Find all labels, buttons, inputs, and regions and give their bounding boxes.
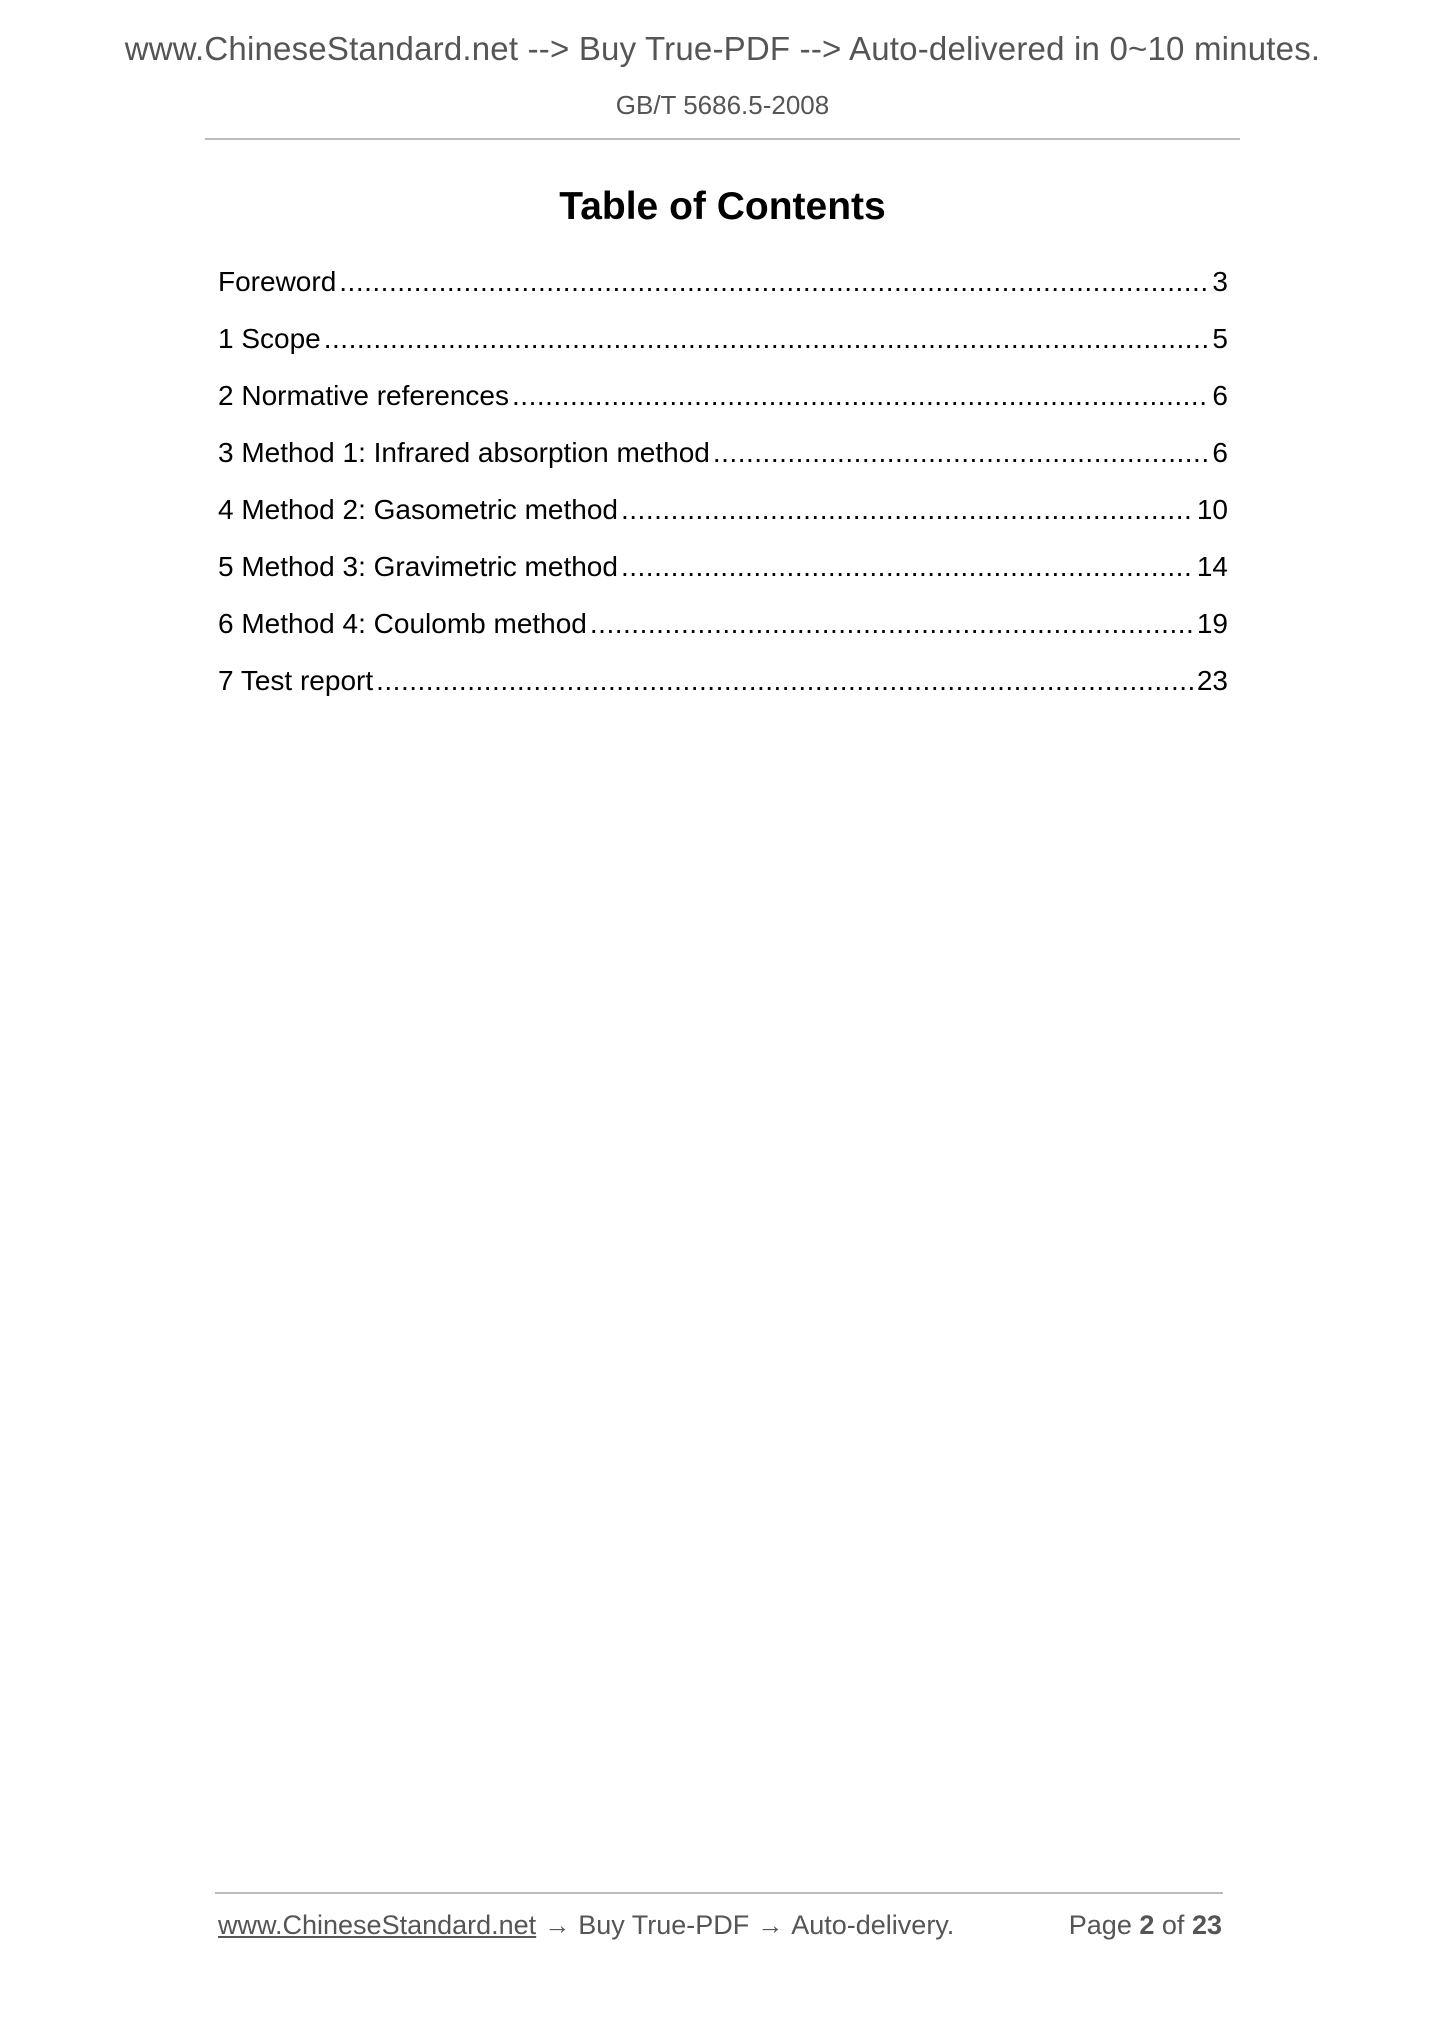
of-word: of — [1161, 1910, 1185, 1940]
header-divider — [205, 138, 1240, 140]
page-footer — [218, 1910, 1222, 1950]
toc-entry-label: 1 Scope — [218, 323, 321, 354]
toc-dot-leader — [713, 424, 1210, 481]
toc-entry-normative-references[interactable] — [218, 367, 1228, 424]
right-arrow-icon: → — [757, 1910, 784, 1940]
footer-promo — [218, 1910, 954, 1941]
toc-entry-label: 3 Method 1: Infrared absorption method — [218, 437, 710, 468]
toc-dot-leader — [590, 595, 1194, 652]
toc-entry-page: 14 — [1196, 551, 1228, 582]
footer-delivery-text: Auto-delivery. — [791, 1910, 955, 1940]
toc-dot-leader — [339, 253, 1209, 310]
footer-buy-text: Buy True-PDF — [578, 1910, 750, 1940]
current-page-number: 2 — [1139, 1910, 1155, 1940]
toc-title: Table of Contents — [559, 185, 886, 228]
toc-list — [218, 253, 1228, 709]
page-word: Page — [1068, 1910, 1132, 1940]
toc-entry-label: 6 Method 4: Coulomb method — [218, 608, 587, 639]
toc-dot-leader — [621, 538, 1194, 595]
toc-entry-label: 2 Normative references — [218, 380, 510, 411]
footer-divider — [215, 1892, 1223, 1894]
toc-entry-page: 6 — [1212, 380, 1228, 411]
right-arrow-icon: → — [544, 1910, 571, 1940]
toc-entry-label: 5 Method 3: Gravimetric method — [218, 551, 618, 582]
toc-dot-leader — [376, 652, 1194, 709]
toc-dot-leader — [621, 481, 1194, 538]
toc-dot-leader — [324, 310, 1210, 367]
toc-entry-label: 7 Test report — [218, 665, 374, 696]
toc-entry-scope[interactable] — [218, 310, 1228, 367]
top-banner: www.ChineseStandard.net --> Buy True-PDF --> Auto-delivered in 0~10 minutes. — [124, 30, 1321, 67]
toc-entry-page: 19 — [1196, 608, 1228, 639]
standard-number: GB/T 5686.5-2008 — [615, 90, 830, 120]
toc-entry-test-report[interactable] — [218, 652, 1228, 709]
toc-entry-label: Foreword — [218, 266, 337, 297]
footer-site-link[interactable]: www.ChineseStandard.net — [218, 1910, 537, 1940]
toc-entry-page: 5 — [1212, 323, 1228, 354]
toc-entry-page: 6 — [1212, 437, 1228, 468]
total-pages-number: 23 — [1191, 1910, 1222, 1940]
toc-entry-page: 10 — [1196, 494, 1228, 525]
page-indicator — [1069, 1910, 1222, 1941]
toc-entry-page: 23 — [1196, 665, 1228, 696]
toc-entry-method-3[interactable] — [218, 538, 1228, 595]
toc-entry-label: 4 Method 2: Gasometric method — [218, 494, 618, 525]
toc-entry-method-4[interactable] — [218, 595, 1228, 652]
toc-entry-foreword[interactable] — [218, 253, 1228, 310]
toc-entry-page: 3 — [1212, 266, 1228, 297]
toc-entry-method-2[interactable] — [218, 481, 1228, 538]
toc-entry-method-1[interactable] — [218, 424, 1228, 481]
toc-dot-leader — [512, 367, 1209, 424]
